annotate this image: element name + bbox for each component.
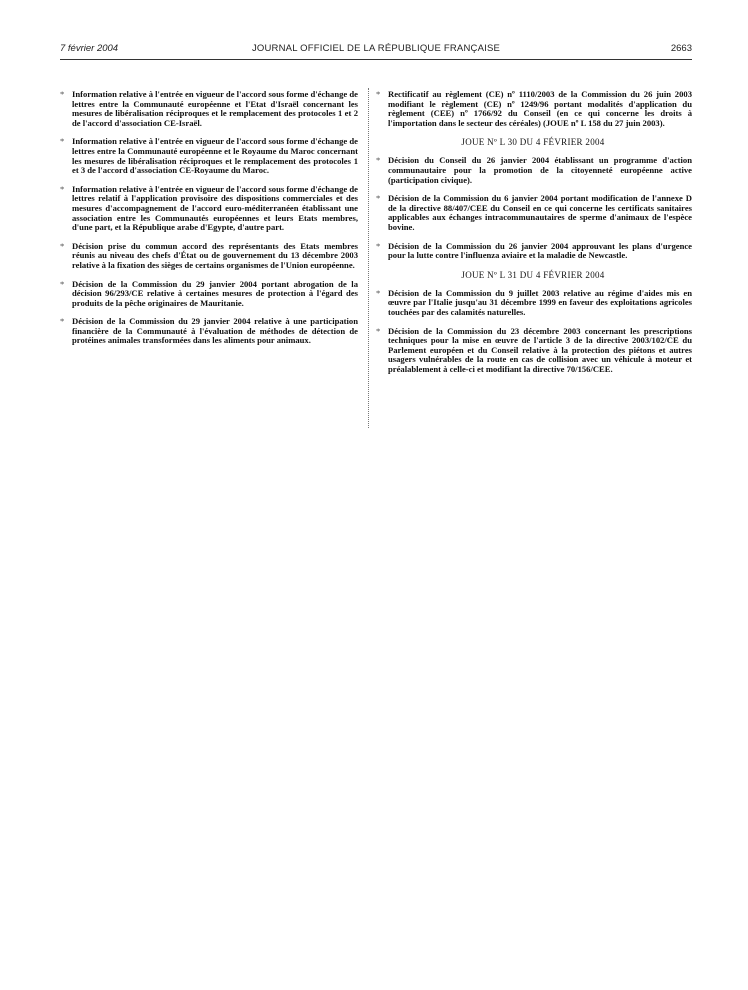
section-heading: JOUE Nº L 31 DU 4 FÉVRIER 2004 bbox=[461, 269, 605, 280]
item-text: Décision de la Commission du 9 juillet 2003 relative au régime d'aides mis en œuvre par l'Italie jusqu'au 31 décembre 1999 en faveur des exploitations agricoles touchées par des calamités naturelles. bbox=[388, 287, 692, 317]
item-text: Décision de la Commission du 26 janvier 2004 approuvant les plans d'urgence pour la lutte contre l'influenza aviaire et la maladie de Newcastle. bbox=[388, 240, 692, 261]
list-item bbox=[58, 280, 358, 309]
list-item bbox=[58, 90, 358, 128]
bullet-icon: * bbox=[60, 89, 65, 99]
header-title: JOURNAL OFFICIEL DE LA RÉPUBLIQUE FRANÇAISE bbox=[251, 43, 501, 54]
left-column bbox=[58, 90, 358, 355]
bullet-icon: * bbox=[376, 240, 381, 251]
header-page-number: 2663 bbox=[670, 43, 692, 54]
bullet-icon: * bbox=[60, 136, 65, 147]
bullet-icon: * bbox=[376, 155, 381, 166]
bullet-icon: * bbox=[376, 325, 381, 336]
right-column bbox=[374, 90, 692, 383]
item-text: Décision de la Commission du 23 décembre 2003 concernant les prescriptions techniques pour la mise en œuvre de l'article 3 de la directive 2003/102/CE du Parlement européen et du Conseil relative à la protection des piétons et autres usagers vulnérables de la route en cas de collision avec un véhicule à moteur et préalablement à celle-ci et modifiant la directive 70/156/CEE. bbox=[388, 325, 692, 374]
bullet-icon: * bbox=[60, 278, 65, 289]
item-text: Décision de la Commission du 6 janvier 2004 portant modification de l'annexe D de la directive 88/407/CEE du Conseil en ce qui concerne les certificats sanitaires applicables aux échanges intracommunautaires de sperme d'animaux de l'espèce bovine. bbox=[388, 193, 692, 232]
bullet-icon: * bbox=[376, 89, 381, 99]
list-item bbox=[374, 194, 692, 232]
list-item bbox=[374, 90, 692, 128]
list-item bbox=[58, 317, 358, 346]
column-divider bbox=[368, 88, 369, 428]
header-date: 7 février 2004 bbox=[60, 43, 119, 54]
item-text: Rectificatif au règlement (CE) nº 1110/2003 de la Commission du 26 juin 2003 modifiant le règlement (CE) nº 1249/96 portant modalités d'application du règlement (CEE) nº 1766/92 du Conseil (en ce qui concerne les droits à l'importation dans le secteur des céréales) (JOUE nº L 158 du 27 juin 2003). bbox=[388, 89, 692, 128]
section-heading: JOUE Nº L 30 DU 4 FÉVRIER 2004 bbox=[461, 137, 605, 148]
list-item bbox=[58, 185, 358, 233]
item-text: Information relative à l'entrée en vigueur de l'accord sous forme d'échange de lettres entre la Communauté européenne et l'Etat d'Israël concernant les mesures de libéralisation réciproques et le remplacement des protocoles 1 et 2 de l'accord d'association CE-Israël. bbox=[72, 89, 358, 128]
bullet-icon: * bbox=[60, 183, 65, 194]
item-text: Décision prise du commun accord des représentants des Etats membres réunis au niveau des chefs d'État ou de gouvernement du 13 décembre 2003 relative à la fixation des sièges de certains organismes de l'Union européenne. bbox=[72, 240, 358, 270]
bullet-icon: * bbox=[376, 193, 381, 204]
list-item bbox=[374, 289, 692, 318]
item-text: Décision du Conseil du 26 janvier 2004 établissant un programme d'action communautaire pour la promotion de la citoyenneté européenne active (participation civique). bbox=[388, 155, 692, 185]
list-item bbox=[58, 242, 358, 271]
item-text: Information relative à l'entrée en vigueur de l'accord sous forme d'échange de lettres entre la Communauté européenne et le Royaume du Maroc concernant les mesures de libéralisation réciproques et le remplacement des protocoles 1 et 3 de l'accord d'association CE-Royaume du Maroc. bbox=[72, 136, 358, 176]
page-header bbox=[60, 43, 692, 57]
list-item bbox=[374, 327, 692, 375]
list-item bbox=[58, 137, 358, 175]
item-text: Décision de la Commission du 29 janvier 2004 relative à une participation financière de la Communauté à l'évaluation de méthodes de détection de protéines animales transformées dans les aliments pour animaux. bbox=[72, 316, 358, 346]
item-text: Information relative à l'entrée en vigueur de l'accord sous forme d'échange de lettres relatif à l'application provisoire des dispositions commerciales et des mesures d'accompagnement de l'accord euro-méditerranéen établissant une association entre les Communautés européennes et leurs Etats membres, d'une part, et la République arabe d'Egypte, d'autre part. bbox=[72, 183, 358, 233]
list-item bbox=[374, 156, 692, 185]
bullet-icon: * bbox=[60, 240, 65, 251]
item-text: Décision de la Commission du 29 janvier 2004 portant abrogation de la décision 96/293/CE relative à certaines mesures de protection à l'égard des produits de la pêche originaires de Mauritanie. bbox=[72, 278, 358, 308]
header-rule bbox=[60, 59, 692, 60]
bullet-icon: * bbox=[60, 316, 65, 327]
list-item bbox=[374, 242, 692, 261]
bullet-icon: * bbox=[376, 287, 381, 298]
